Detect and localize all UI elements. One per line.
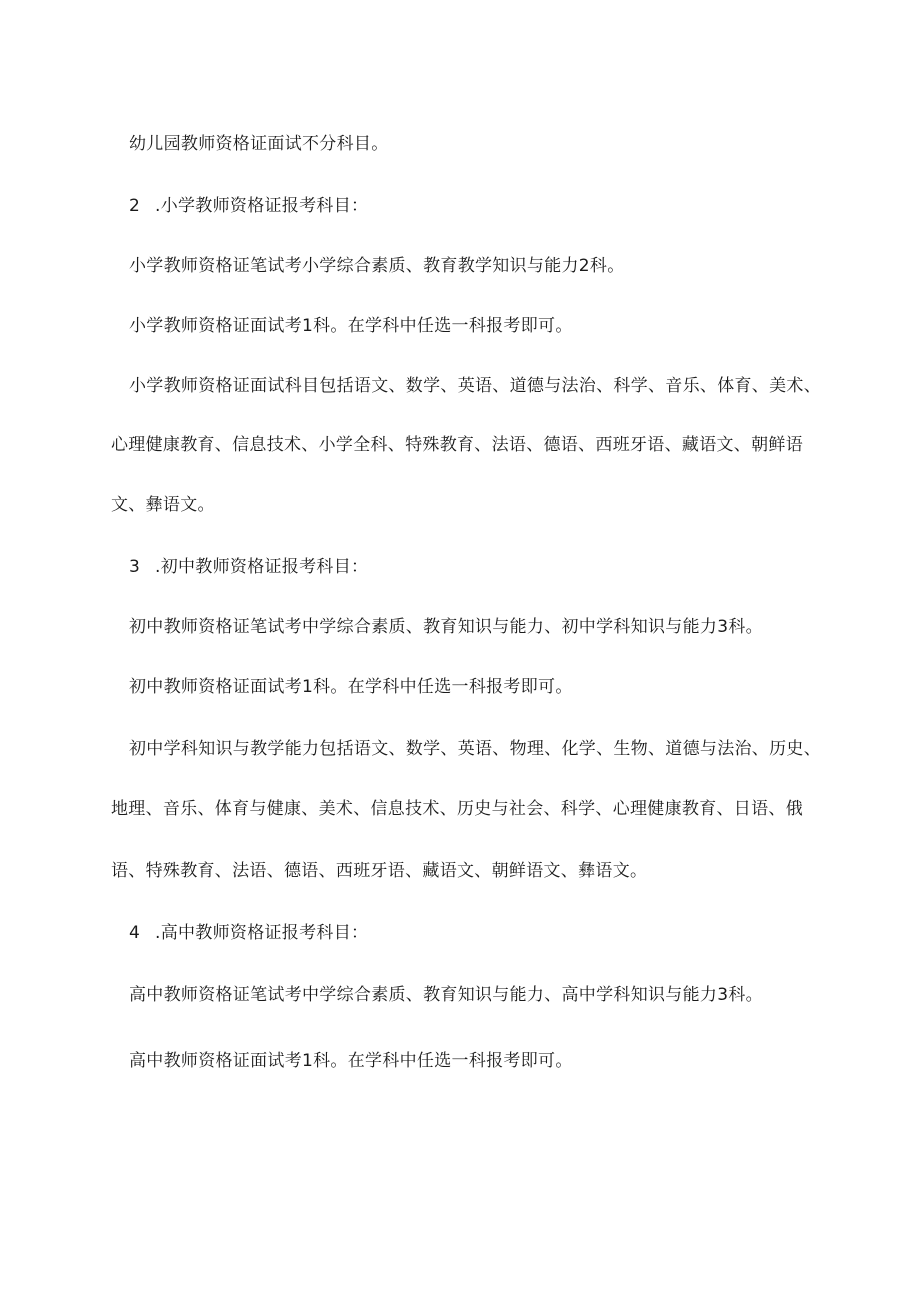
heading-text: .高中教师资格证报考科目：	[155, 923, 369, 943]
paragraph-junior-subjects-line3: 语、特殊教育、法语、德语、西班牙语、藏语文、朝鲜语文、彝语文。	[111, 861, 648, 881]
heading-number: 4	[129, 923, 141, 943]
paragraph-kindergarten-interview: 幼儿园教师资格证面试不分科目。	[129, 134, 389, 154]
heading-text: .初中教师资格证报考科目：	[155, 557, 369, 577]
paragraph-senior-interview: 高中教师资格证面试考1科。在学科中任选一科报考即可。	[129, 1051, 573, 1071]
heading-number: 3	[129, 557, 141, 577]
heading-text: .小学教师资格证报考科目：	[155, 196, 369, 216]
paragraph-primary-written: 小学教师资格证笔试考小学综合素质、教育教学知识与能力2科。	[129, 256, 625, 276]
paragraph-junior-written: 初中教师资格证笔试考中学综合素质、教育知识与能力、初中学科知识与能力3科。	[129, 617, 763, 637]
paragraph-primary-subjects-line3: 文、彝语文。	[111, 495, 215, 515]
paragraph-junior-subjects-line2: 地理、音乐、体育与健康、美术、信息技术、历史与社会、科学、心理健康教育、日语、俄	[111, 799, 803, 819]
heading-number: 2	[129, 196, 141, 216]
paragraph-primary-subjects-line2: 心理健康教育、信息技术、小学全科、特殊教育、法语、德语、西班牙语、藏语文、朝鲜语	[111, 435, 803, 455]
paragraph-junior-subjects-line1: 初中学科知识与教学能力包括语文、数学、英语、物理、化学、生物、道德与法治、历史、	[129, 739, 821, 759]
heading-primary-school	[129, 194, 368, 218]
heading-senior-high	[129, 921, 368, 945]
paragraph-senior-written: 高中教师资格证笔试考中学综合素质、教育知识与能力、高中学科知识与能力3科。	[129, 985, 763, 1005]
heading-junior-high	[129, 555, 368, 579]
paragraph-primary-interview: 小学教师资格证面试考1科。在学科中任选一科报考即可。	[129, 316, 573, 336]
paragraph-primary-subjects-line1: 小学教师资格证面试科目包括语文、数学、英语、道德与法治、科学、音乐、体育、美术、	[129, 376, 821, 396]
paragraph-junior-interview: 初中教师资格证面试考1科。在学科中任选一科报考即可。	[129, 677, 573, 697]
